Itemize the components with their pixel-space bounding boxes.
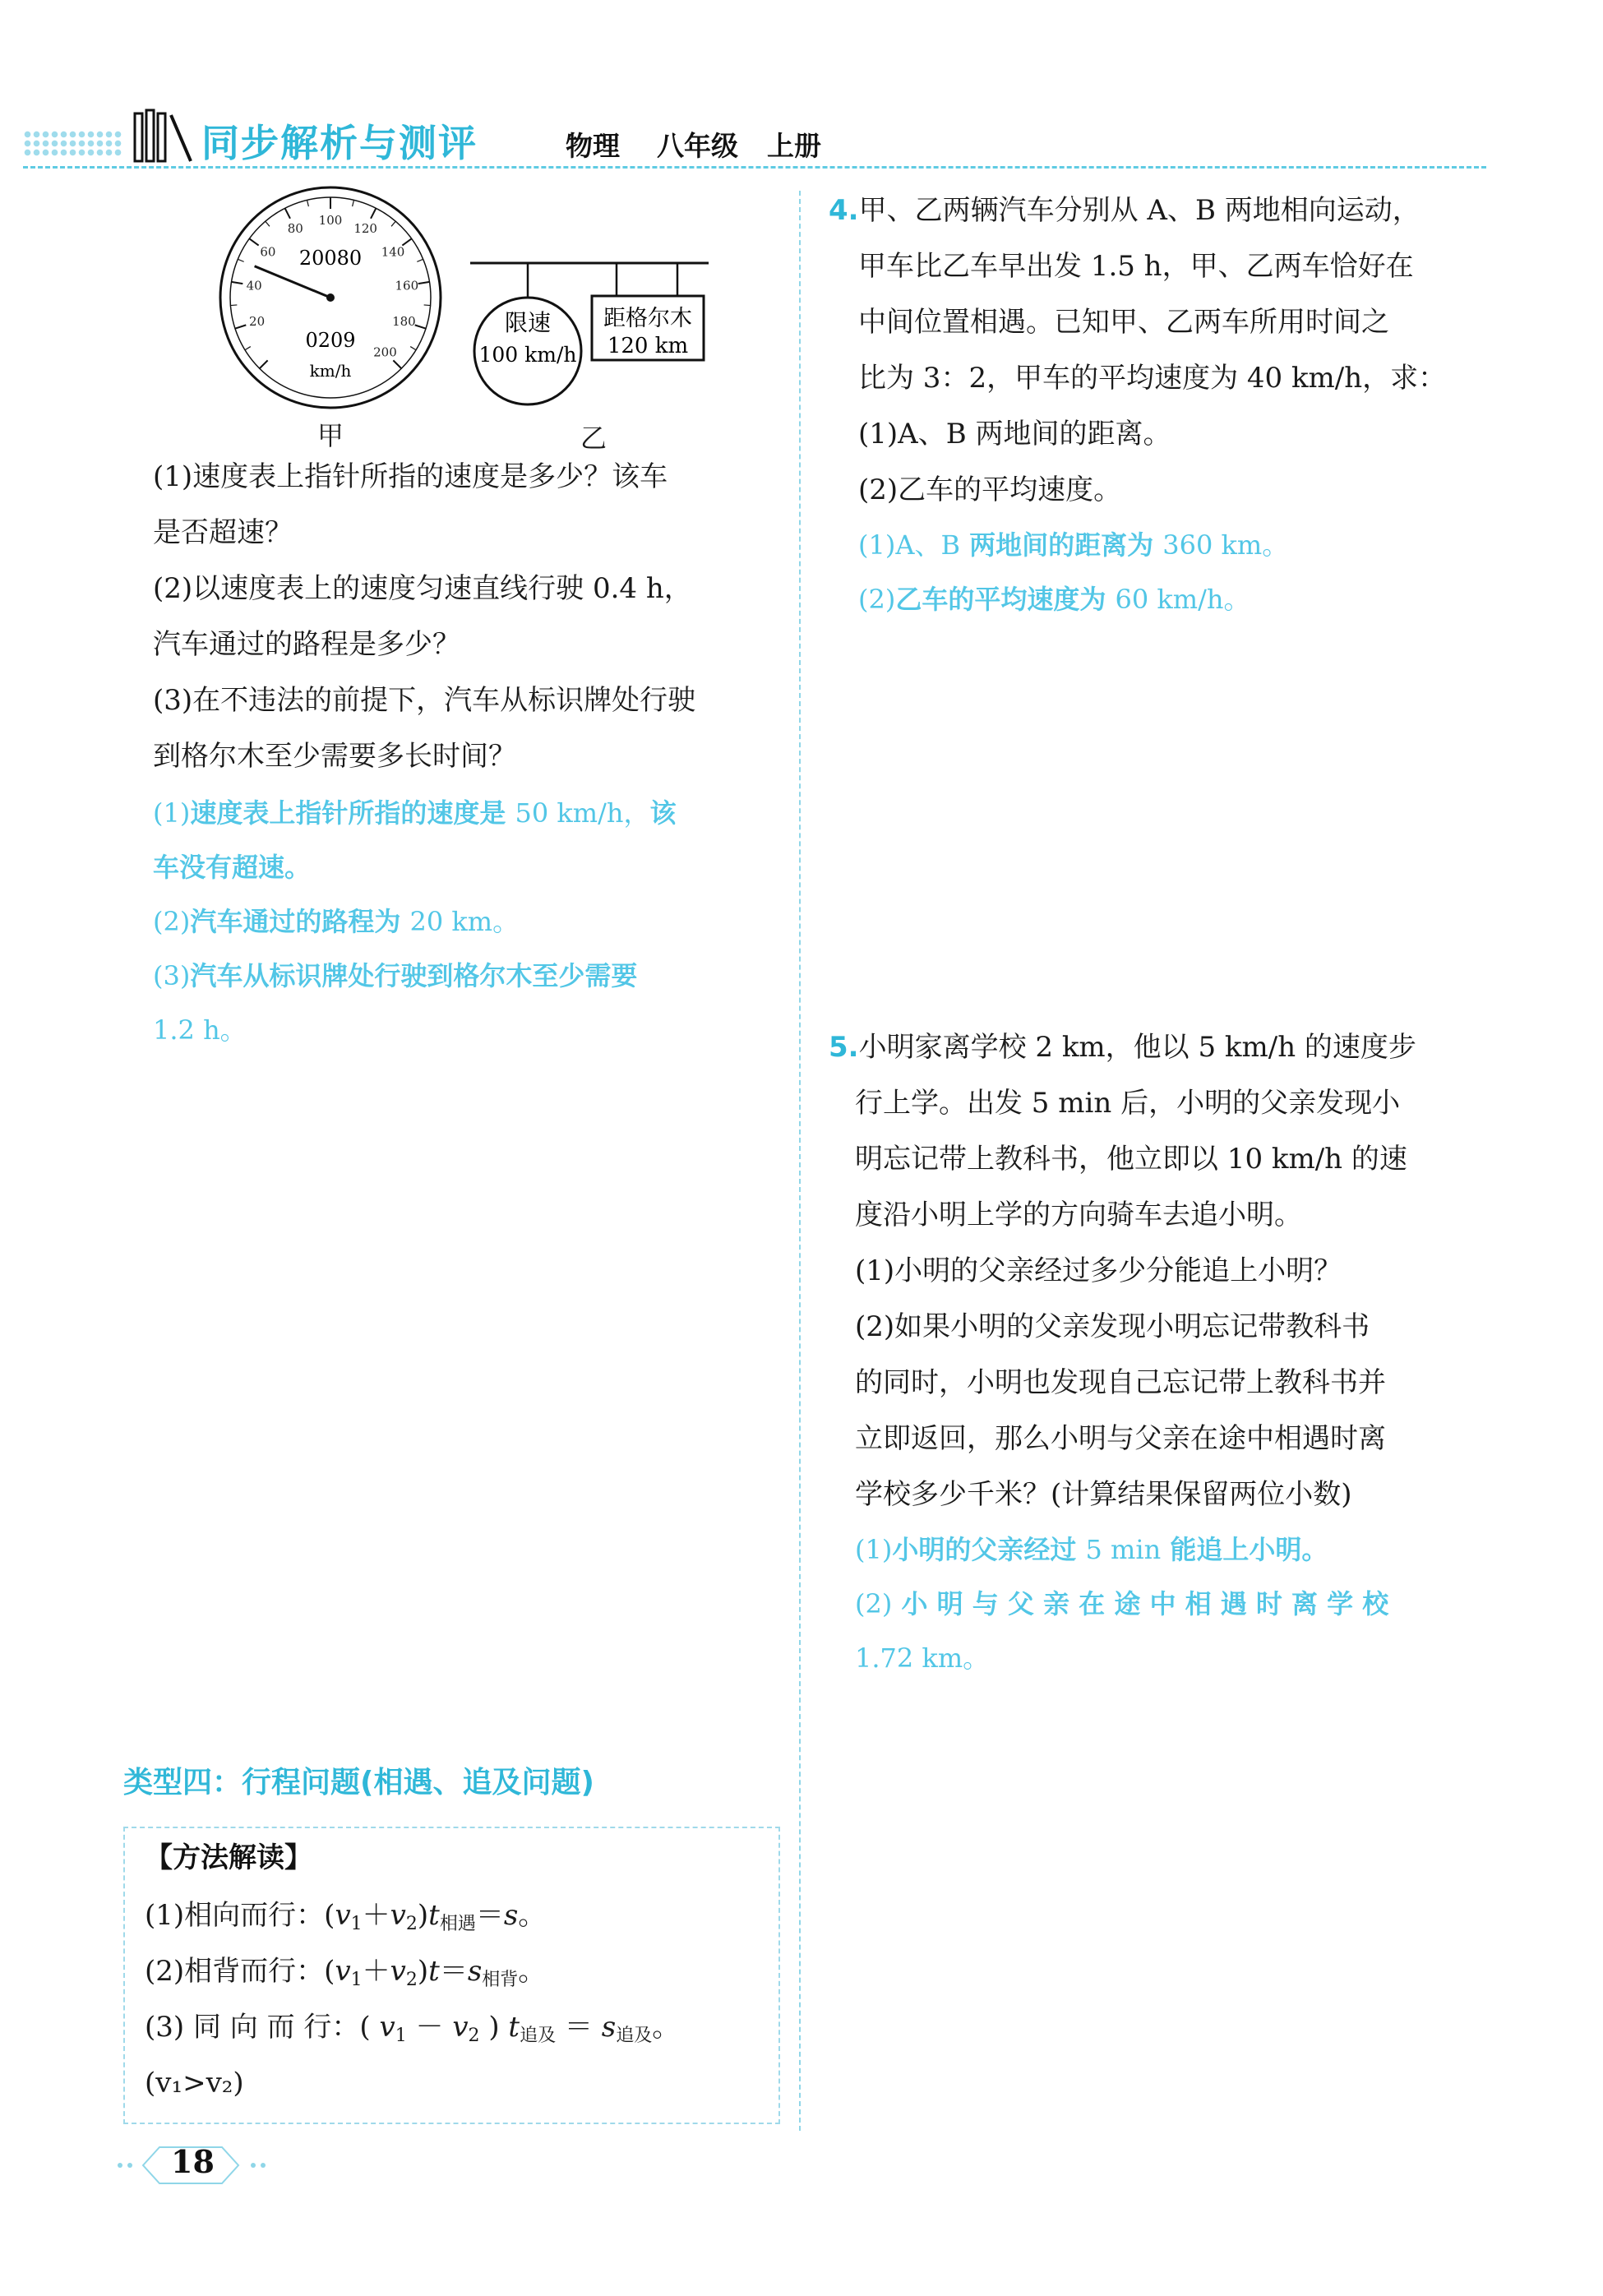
q5-line: 立即返回，那么小明与父亲在途中相遇时离 xyxy=(855,1422,1386,1455)
q3-answer-3: (3)汽车从标识牌处行驶到格尔木至少需要 xyxy=(153,960,638,991)
dial-tick-label: 140 xyxy=(381,244,405,260)
header-decoration-dots xyxy=(23,130,122,156)
q5-line: 行上学。出发 5 min 后，小明的父亲发现小 xyxy=(855,1087,1401,1120)
dial-tick xyxy=(424,305,431,306)
q3-answer-1-cont: 车没有超速。 xyxy=(153,852,312,883)
dial-tick xyxy=(249,238,258,245)
method-line-2: (2)相背而行：$(v1+v2)t=s_{相背}$。 xyxy=(145,1955,547,1990)
dial-tick xyxy=(245,347,251,350)
q3-line: 到格尔木至少需要多长时间？ xyxy=(153,740,516,773)
dial-tick xyxy=(285,208,290,218)
method-line-3: (3) 同 向 而 行：( v1 － v2 ) $t_{追及} = s_{追及}$。 xyxy=(145,2011,681,2046)
distance-sign-value: 120 km xyxy=(607,334,689,358)
q5-line: (1)小明的父亲经过多少分能追上小明？ xyxy=(855,1254,1342,1287)
dial-tick-label: 200 xyxy=(373,344,397,360)
q3-line: 汽车通过的路程是多少？ xyxy=(153,628,460,661)
grade-label: 八年级 xyxy=(657,130,738,162)
dial-tick-label: 80 xyxy=(287,221,303,237)
dial-tick xyxy=(260,360,268,368)
q4-line: 比为 3：2，甲车的平均速度为 40 km/h，求： xyxy=(858,362,1447,395)
dial-tick xyxy=(235,325,246,328)
dial-tick-label: 60 xyxy=(260,244,276,260)
speedometer-figure xyxy=(215,182,446,413)
road-signs-figure xyxy=(470,256,709,413)
dial-tick xyxy=(417,259,423,261)
q5-answer-1: (1)小明的父亲经过 5 min 能追上小明。 xyxy=(855,1534,1328,1565)
dial-tick xyxy=(393,360,401,368)
books-logo-icon xyxy=(132,107,197,164)
dial-tick xyxy=(410,347,416,350)
q4-number: 4. xyxy=(829,194,859,227)
q4-line: (2)乙车的平均速度。 xyxy=(858,474,1122,506)
q3-answer-2: (2)汽车通过的路程为 20 km。 xyxy=(153,906,520,937)
speed-limit-value: 100 km/h xyxy=(478,343,577,367)
q5-answer-2: (2) 小 明 与 父 亲 在 途 中 相 遇 时 离 学 校 xyxy=(855,1588,1389,1619)
speedometer-needle xyxy=(255,266,330,298)
dial-tick xyxy=(415,325,426,328)
method-line-4: (v₁>v₂) xyxy=(145,2067,244,2100)
speed-unit: km/h xyxy=(309,361,352,381)
q5-number: 5. xyxy=(829,1031,859,1064)
distance-sign-title: 距格尔木 xyxy=(603,306,692,331)
q5-line: (2)如果小明的父亲发现小明忘记带教科书 xyxy=(855,1310,1370,1343)
book-series-title: 同步解析与测评 xyxy=(201,121,478,165)
speed-limit-title: 限速 xyxy=(504,309,552,336)
trip-reading: 0209 xyxy=(305,329,356,352)
volume-label: 上册 xyxy=(767,130,821,162)
q4-line: 中间位置相遇。已知甲、乙两车所用时间之 xyxy=(858,306,1389,339)
q3-line: 是否超速？ xyxy=(153,516,293,549)
q5-line: 学校多少千米？(计算结果保留两位小数) xyxy=(855,1478,1352,1511)
subject-label: 物理 xyxy=(566,130,620,162)
dial-tick xyxy=(371,208,376,218)
q3-line: (3)在不违法的前提下，汽车从标识牌处行驶 xyxy=(153,684,696,717)
q3-line: (2)以速度表上的速度匀速直线行驶 0.4 h， xyxy=(153,572,692,605)
q5-line: 的同时，小明也发现自己忘记带上教科书并 xyxy=(855,1366,1386,1399)
method-line-1: (1)相向而行：$(v1+v2)t_{相遇}=s$。 xyxy=(145,1899,547,1934)
figure-label-jia: 甲 xyxy=(317,420,344,451)
dial-tick-label: 40 xyxy=(246,278,262,293)
q4-line: 4.甲、乙两辆汽车分别从 A、B 两地相向运动， xyxy=(829,194,1421,227)
dial-tick xyxy=(230,305,237,306)
q5-line: 明忘记带上教科书，他立即以 10 km/h 的速 xyxy=(855,1143,1407,1176)
dial-tick xyxy=(391,221,395,226)
dial-tick-label: 180 xyxy=(392,314,416,330)
q3-answer-3-cont: 1.2 h。 xyxy=(153,1014,247,1046)
page-number: 18 xyxy=(171,2143,215,2180)
dial-tick-label: 120 xyxy=(353,221,377,237)
q3-line: (1)速度表上指针所指的速度是多少？该车 xyxy=(153,460,668,493)
method-title: 【方法解读】 xyxy=(145,1841,312,1874)
dial-tick xyxy=(238,259,243,261)
q5-answer-2-cont: 1.72 km。 xyxy=(855,1642,990,1674)
q4-line: (1)A、B 两地间的距离。 xyxy=(858,418,1171,450)
dial-tick xyxy=(232,282,243,284)
dial-tick-label: 160 xyxy=(395,278,419,293)
book-subject-grade xyxy=(566,125,821,164)
needle-hub xyxy=(326,293,335,302)
section-title-type4: 类型四：行程问题(相遇、追及问题) xyxy=(123,1766,594,1799)
dial-tick xyxy=(266,221,270,226)
column-divider xyxy=(799,191,801,2131)
q5-line: 5.小明家离学校 2 km，他以 5 km/h 的速度步 xyxy=(829,1031,1416,1064)
dial-tick xyxy=(307,200,309,206)
q5-line: 度沿小明上学的方向骑车去追小明。 xyxy=(855,1199,1302,1231)
q3-answer-1: (1)速度表上指针所指的速度是 50 km/h，该 xyxy=(153,797,677,829)
q4-answer-2: (2)乙车的平均速度为 60 km/h。 xyxy=(858,584,1250,615)
dial-tick-label: 100 xyxy=(318,213,343,228)
header-divider xyxy=(23,166,1486,169)
dial-tick xyxy=(353,200,354,206)
dial-tick-label: 20 xyxy=(249,314,266,330)
odometer-reading: 20080 xyxy=(298,247,363,270)
q4-line: 甲车比乙车早出发 1.5 h，甲、乙两车恰好在 xyxy=(858,250,1414,283)
q4-answer-1: (1)A、B 两地间的距离为 360 km。 xyxy=(858,529,1289,561)
figure-label-yi: 乙 xyxy=(580,423,607,454)
dial-tick xyxy=(418,282,430,284)
